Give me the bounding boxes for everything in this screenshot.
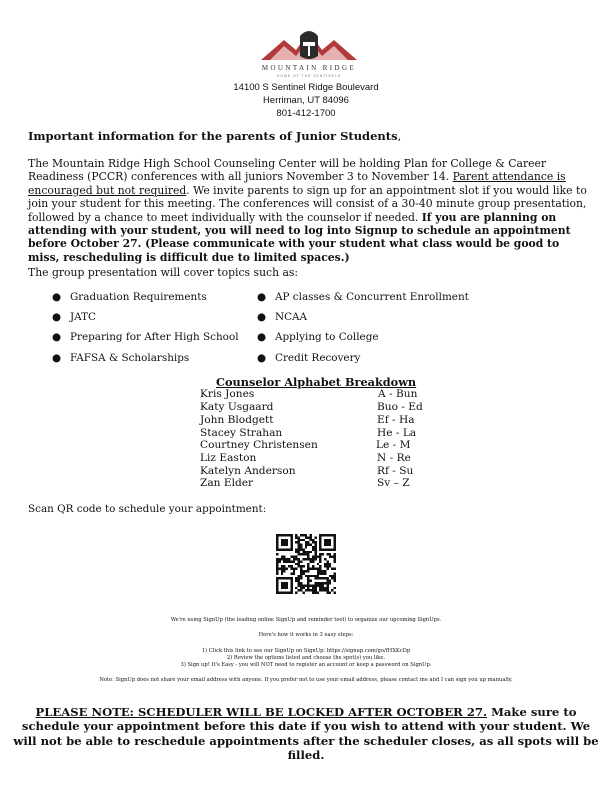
- topic-item: ● FAFSA & Scholarships: [52, 352, 190, 364]
- signup-steps-lead: Here's how it works in 3 easy steps:: [258, 632, 354, 638]
- sentinel-helmet-logo-icon: [256, 26, 362, 82]
- signup-intro: We're using SignUp (the leading online SignUp and reminder tool) to organize our upcoming SignUps.: [170, 617, 442, 623]
- topic-item: ● Graduation Requirements: [52, 291, 207, 303]
- counselor-name: Courtney Christensen: [200, 439, 318, 451]
- signup-step-2: 2) Review the options listed and choose the spot(s) you like.: [226, 655, 386, 661]
- counselor-name: John Blodgett: [200, 414, 274, 426]
- signup-step-3: 3) Sign up! It's Easy - you will NOT need to register an account or keep a password on SignUp.: [180, 662, 432, 668]
- signup-instructions: If you are planning on attending with your student, you will need to log into Signup to schedule an appointment before October 27. (Please communicate with your student what class would be good to miss, rescheduling is difficult due to limited spaces.): [28, 210, 571, 264]
- qr-instructions: Scan QR code to schedule your appointment:: [28, 503, 267, 515]
- topic-item: ● Applying to College: [257, 331, 379, 343]
- signup-privacy-note: Note: SignUp does not share your email address with anyone. If you prefer not to use your email address, please contact me and I can sign you up manually.: [99, 677, 513, 683]
- topic-item: ● NCAA: [257, 311, 308, 323]
- topics-lead: The group presentation will cover topics such as:: [28, 266, 299, 279]
- counselor-name: Katy Usgaard: [200, 401, 274, 413]
- logo-wordmark: MOUNTAIN RIDGE: [261, 64, 357, 72]
- counselor-range: N - Re: [377, 452, 411, 464]
- breakdown-title: Counselor Alphabet Breakdown: [216, 375, 417, 389]
- logo-tagline: HOME OF THE SENTINELS: [276, 74, 342, 78]
- signup-step-1: 1) Click this link to see our SignUp on SignUp: https://signup.com/go/fHXKcDp: [201, 648, 411, 654]
- counselor-range: A - Bun: [378, 388, 418, 400]
- phone-number: 801-412-1700: [276, 108, 336, 119]
- address-street: 14100 S Sentinel Ridge Boulevard: [233, 82, 379, 93]
- intro-paragraph: The Mountain Ridge High School Counseling Center will be holding Plan for College & Career Readiness (PCCR) conferences with all juniors November 3 to November 14. Parent attendance is encouraged but not required. We invite parents to sign up for an appointment slot if you would like to join your student for this meeting. The conferences will consist of a 30-40 minute group presentation, followed by a chance to meet individually with the counselor if needed. If you are planning on attending with your student, you will need to log into Signup to schedule an appointment before October 27. (Please communicate with your student what class would be good to miss, rescheduling is difficult due to limited spaces.): [28, 157, 587, 264]
- counselor-name: Liz Easton: [200, 452, 257, 464]
- counselor-range: He - La: [377, 427, 417, 439]
- topic-item: ● Preparing for After High School: [52, 331, 239, 343]
- lock-warning: PLEASE NOTE: SCHEDULER WILL BE LOCKED AFTER OCTOBER 27.: [35, 705, 488, 719]
- parent-attendance-note: Parent attendance is encouraged but not required: [28, 170, 566, 197]
- topic-item: ● JATC: [52, 311, 96, 323]
- counselor-name: Zan Elder: [200, 477, 254, 489]
- topic-item: ● AP classes & Concurrent Enrollment: [257, 291, 469, 303]
- scheduler-lock-notice: PLEASE NOTE: SCHEDULER WILL BE LOCKED AFTER OCTOBER 27. Make sure to schedule your appointment before this date if you wish to attend with your student. We will not be able to reschedule appointments after the scheduler closes, as all spots will be filled.: [13, 705, 599, 763]
- counselor-name: Katelyn Anderson: [200, 465, 296, 477]
- counselor-name: Stacey Strahan: [200, 427, 283, 439]
- address-city: Herriman, UT 84096: [263, 95, 349, 106]
- counselor-range: Rf - Su: [377, 465, 414, 477]
- counselor-range: Sv – Z: [377, 477, 410, 489]
- counselor-range: Le - M: [376, 439, 411, 451]
- counselor-range: Ef - Ha: [377, 414, 415, 426]
- qr-code-icon[interactable]: [276, 534, 336, 594]
- letter-heading: Important information for the parents of Junior Students,: [28, 129, 402, 143]
- counselor-name: Kris Jones: [200, 388, 255, 400]
- counselor-range: Buo - Ed: [377, 401, 423, 413]
- topic-item: ● Credit Recovery: [257, 352, 361, 364]
- school-logo: [256, 26, 362, 82]
